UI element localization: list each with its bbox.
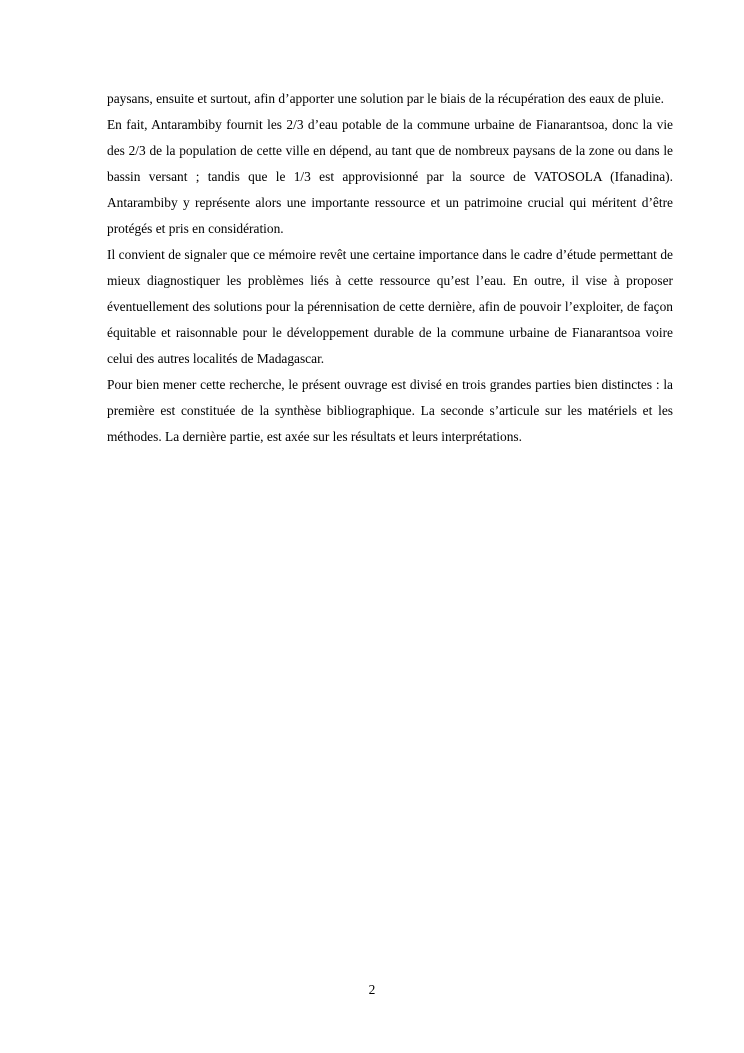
page-number: 2 (368, 982, 376, 997)
paragraph-memoire-importance: Il convient de signaler que ce mémoire revêt une certaine importance dans le cadre d’étude permettant de mieux diagnostiquer les problèmes liés à cette ressource qu’est l’eau. En outre, il vise à proposer éventuellement des solutions pour la pérennisation de cette dernière, afin de pouvoir l’exploiter, de façon équitable et raisonnable pour le développement durable de la commune urbaine de Fianarantsoa voire celui des autres localités de Madagascar. (107, 247, 673, 366)
paragraph-intro-continuation: paysans, ensuite et surtout, afin d’apporter une solution par le biais de la récupération des eaux de pluie. (107, 91, 665, 106)
body-text (107, 86, 673, 450)
paragraph-antarambiby-water-supply: En fait, Antarambiby fournit les 2/3 d’eau potable de la commune urbaine de Fianarantsoa, donc la vie des 2/3 de la population de cette ville en dépend, au tant que de nombreux paysans de la zone ou dans le bassin versant ; tandis que le 1/3 est approvisionné par la source de VATOSOLA (Ifanadina). Antarambiby y représente alors une importante ressource et un patrimoine crucial qui méritent d’être protégés et pris en considération. (107, 117, 673, 236)
paragraph-document-structure: Pour bien mener cette recherche, le présent ouvrage est divisé en trois grandes parties bien distinctes : la première est constituée de la synthèse bibliographique. La seconde s’articule sur les matériels et les méthodes. La dernière partie, est axée sur les résultats et leurs interprétations. (107, 377, 673, 444)
